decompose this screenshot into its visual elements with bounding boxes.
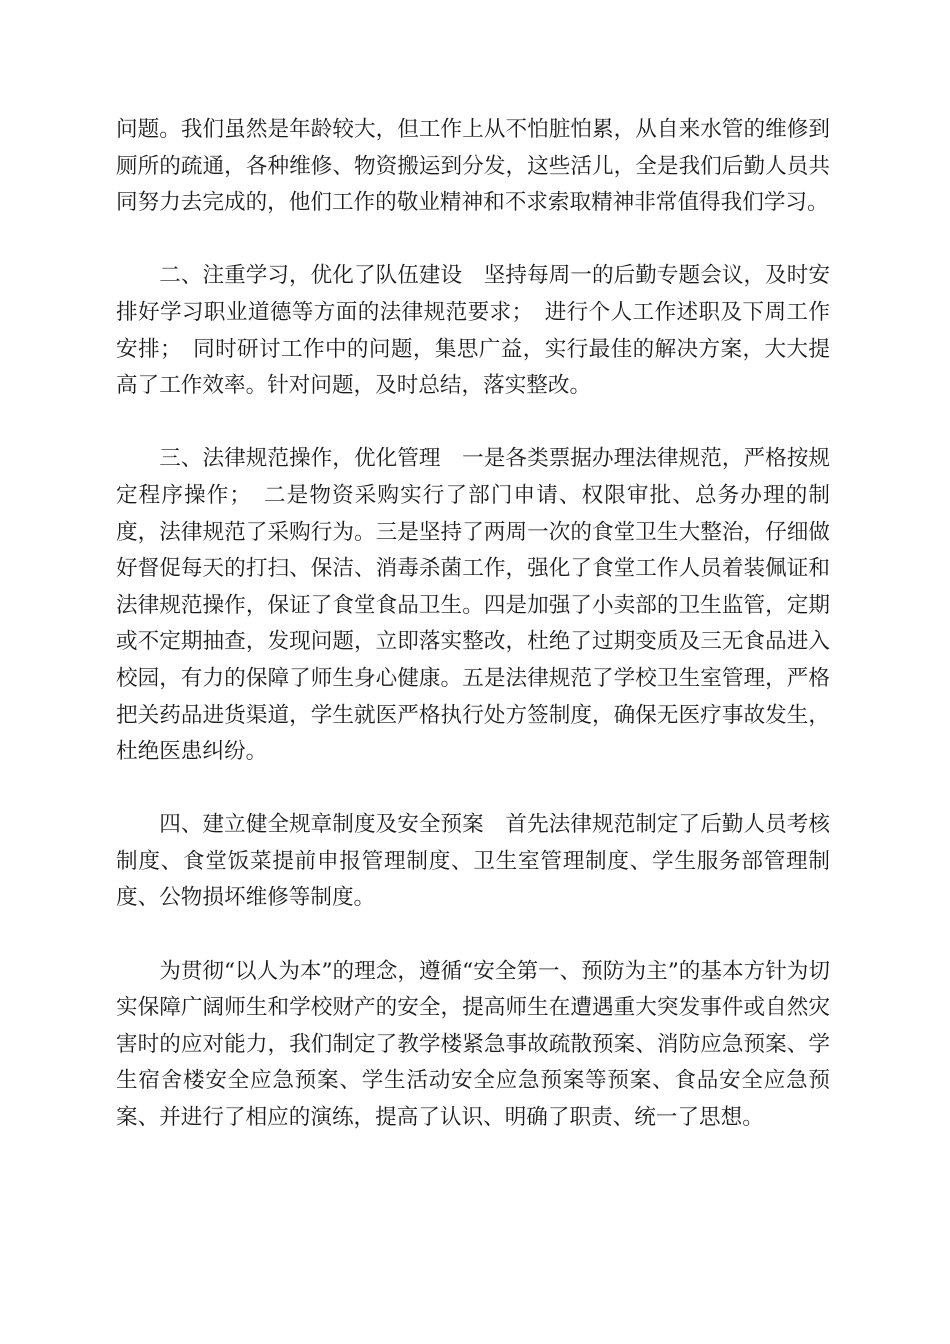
paragraph-section-four: 四、建立健全规章制度及安全预案 首先法律规范制定了后勤人员考核制度、食堂饭菜提前申报管理制度、卫生室管理制度、学生服务部管理制度、公物损坏维修等制度。 bbox=[116, 812, 830, 911]
paragraph-emergency-plans: 为贯彻“以人为本”的理念，遵循“安全第一、预防为主”的基本方针为切实保障广阔师生和学校财产的安全，提高师生在遭遇重大突发事件或自然灾害时的应对能力，我们制定了教学楼紧急事故疏散预案、消防应急预案、学生宿舍楼安全应急预案、学生活动安全应急预案等预案、食品安全应急预案、并进行了相应的演练，提高了认识、明确了职责、统一了思想。 bbox=[116, 958, 830, 1131]
document-page bbox=[116, 112, 830, 1173]
paragraph-continuation: 问题。我们虽然是年龄较大，但工作上从不怕脏怕累，从自来水管的维修到厕所的疏通，各种维修、物资搬运到分发，这些活儿，全是我们后勤人员共同努力去完成的，他们工作的敬业精神和不求索取精神非常值得我们学习。 bbox=[116, 117, 830, 216]
paragraph-section-two: 二、注重学习，优化了队伍建设 坚持每周一的后勤专题会议，及时安排好学习职业道德等方面的法律规范要求； 进行个人工作述职及下周工作安排； 同时研讨工作中的问题，集思广益，实行最佳的解决方案，大大提高了工作效率。针对问题，及时总结，落实整改。 bbox=[116, 263, 830, 399]
paragraph-section-three: 三、法律规范操作，优化管理 一是各类票据办理法律规范，严格按规定程序操作； 二是物资采购实行了部门申请、权限审批、总务办理的制度，法律规范了采购行为。三是坚持了两周一次的食堂卫生大整治，仔细做好督促每天的打扫、保洁、消毒杀菌工作，强化了食堂工作人员着装佩证和法律规范操作，保证了食堂食品卫生。四是加强了小卖部的卫生监管，定期或不定期抽查，发现问题，立即落实整改，杜绝了过期变质及三无食品进入校园，有力的保障了师生身心健康。五是法律规范了学校卫生室管理，严格把关药品进货渠道，学生就医严格执行处方签制度，确保无医疗事故发生，杜绝医患纠纷。 bbox=[116, 446, 830, 765]
